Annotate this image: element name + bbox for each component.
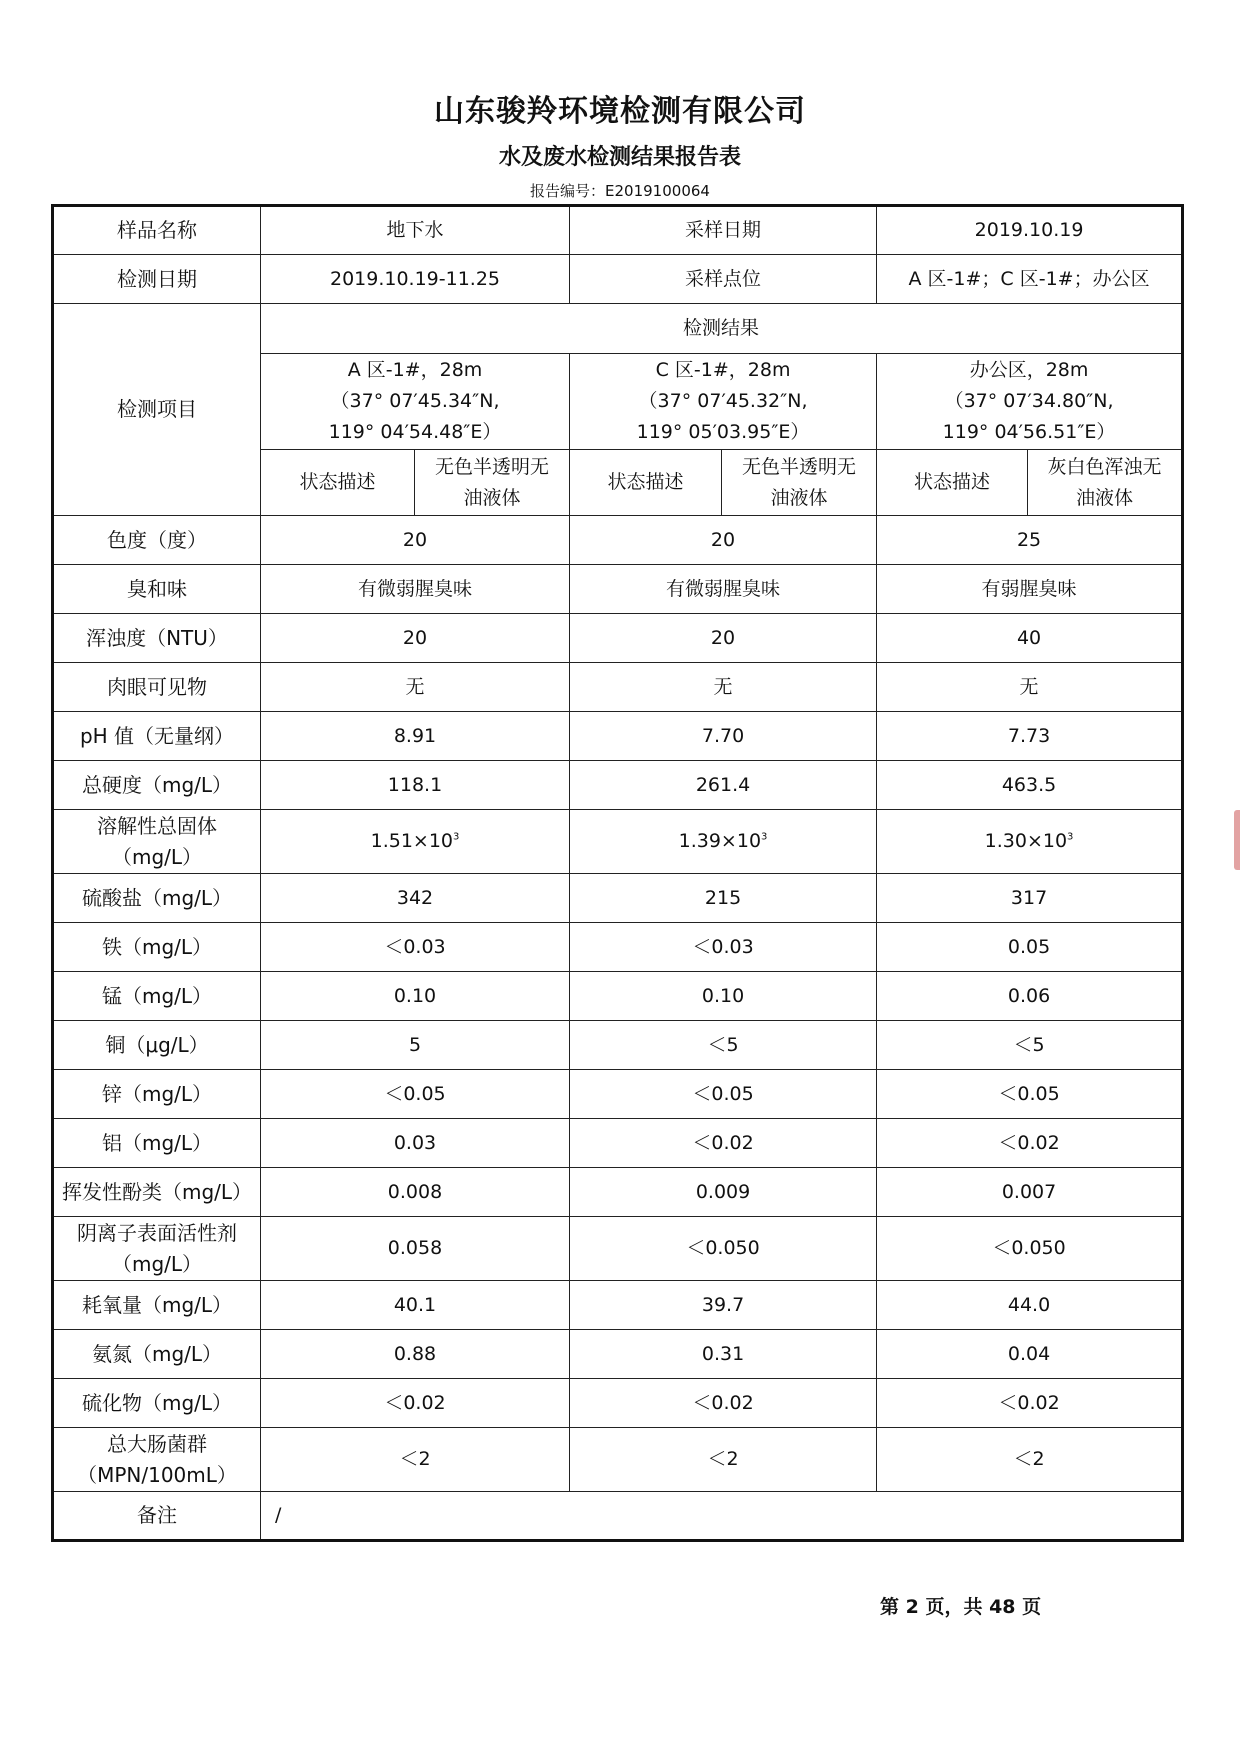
result-row bbox=[53, 1168, 1183, 1217]
result-value: ＜0.03 bbox=[261, 923, 570, 972]
info-row-2 bbox=[53, 255, 1183, 304]
state-line: 灰白色浑浊无 bbox=[1047, 455, 1162, 478]
site-cell bbox=[877, 354, 1183, 450]
test-item-unit: （MPN/100mL） bbox=[77, 1462, 237, 1487]
result-value: 0.007 bbox=[877, 1168, 1183, 1217]
result-value: ＜5 bbox=[570, 1021, 877, 1070]
result-exponent: 3 bbox=[761, 831, 768, 843]
result-value: 0.008 bbox=[261, 1168, 570, 1217]
site-lat: （37° 07′34.80″N, bbox=[944, 390, 1114, 412]
remark-label: 备注 bbox=[53, 1492, 261, 1541]
result-value bbox=[261, 810, 570, 874]
result-value: 40.1 bbox=[261, 1281, 570, 1330]
result-value: 0.05 bbox=[877, 923, 1183, 972]
result-value: 118.1 bbox=[261, 761, 570, 810]
result-value: 7.73 bbox=[877, 712, 1183, 761]
result-value: ＜0.02 bbox=[570, 1119, 877, 1168]
result-row bbox=[53, 1021, 1183, 1070]
state-value bbox=[722, 450, 877, 516]
sample-name-label: 样品名称 bbox=[53, 206, 261, 255]
result-row bbox=[53, 712, 1183, 761]
result-value: 5 bbox=[261, 1021, 570, 1070]
result-value: ＜0.050 bbox=[570, 1217, 877, 1281]
state-line: 油液体 bbox=[1076, 486, 1134, 509]
result-row bbox=[53, 1379, 1183, 1428]
test-item-line: 阴离子表面活性剂 bbox=[77, 1220, 237, 1245]
result-value: 无 bbox=[877, 663, 1183, 712]
result-value: 8.91 bbox=[261, 712, 570, 761]
sampling-date-value: 2019.10.19 bbox=[877, 206, 1183, 255]
result-value: 0.04 bbox=[877, 1330, 1183, 1379]
state-line: 油液体 bbox=[770, 486, 828, 509]
result-row bbox=[53, 1330, 1183, 1379]
result-value: ＜0.02 bbox=[877, 1119, 1183, 1168]
test-item: 色度（度） bbox=[53, 516, 261, 565]
site-lat: （37° 07′45.32″N, bbox=[638, 390, 808, 412]
result-value: 0.03 bbox=[261, 1119, 570, 1168]
test-date-value: 2019.10.19-11.25 bbox=[261, 255, 570, 304]
test-item: 锌（mg/L） bbox=[53, 1070, 261, 1119]
result-value: ＜0.02 bbox=[877, 1379, 1183, 1428]
result-row bbox=[53, 810, 1183, 874]
result-value: 261.4 bbox=[570, 761, 877, 810]
test-item: 硫化物（mg/L） bbox=[53, 1379, 261, 1428]
test-item: 锰（mg/L） bbox=[53, 972, 261, 1021]
results-header-row bbox=[53, 304, 1183, 354]
result-value: 有弱腥臭味 bbox=[877, 565, 1183, 614]
test-item: 硫酸盐（mg/L） bbox=[53, 874, 261, 923]
site-lon: 119° 05′03.95″E） bbox=[636, 421, 810, 443]
sampling-point-label: 采样点位 bbox=[570, 255, 877, 304]
result-value: 39.7 bbox=[570, 1281, 877, 1330]
state-line: 无色半透明无 bbox=[435, 455, 550, 478]
result-value bbox=[570, 810, 877, 874]
result-value: ＜0.05 bbox=[261, 1070, 570, 1119]
result-value bbox=[877, 810, 1183, 874]
state-value bbox=[1028, 450, 1183, 516]
sampling-point-value: A 区-1#；C 区-1#；办公区 bbox=[877, 255, 1183, 304]
company-name: 山东骏羚环境检测有限公司 bbox=[434, 94, 806, 129]
page-number: 第 2 页，共 48 页 bbox=[880, 1596, 1042, 1618]
result-value: 20 bbox=[570, 614, 877, 663]
result-row bbox=[53, 1070, 1183, 1119]
sampling-date-label: 采样日期 bbox=[570, 206, 877, 255]
result-value: 20 bbox=[570, 516, 877, 565]
result-value: ＜0.050 bbox=[877, 1217, 1183, 1281]
result-value: 0.058 bbox=[261, 1217, 570, 1281]
test-item: 挥发性酚类（mg/L） bbox=[53, 1168, 261, 1217]
result-mantissa: 1.39×10 bbox=[678, 830, 762, 852]
test-item: pH 值（无量纲） bbox=[53, 712, 261, 761]
result-exponent: 3 bbox=[1067, 831, 1074, 843]
state-label: 状态描述 bbox=[570, 450, 722, 516]
state-label: 状态描述 bbox=[877, 450, 1028, 516]
result-value: 0.009 bbox=[570, 1168, 877, 1217]
result-row bbox=[53, 1428, 1183, 1492]
test-item bbox=[53, 1217, 261, 1281]
result-exponent: 3 bbox=[453, 831, 460, 843]
result-value: 20 bbox=[261, 516, 570, 565]
site-lon: 119° 04′56.51″E） bbox=[942, 421, 1116, 443]
result-value: ＜2 bbox=[570, 1428, 877, 1492]
result-value: ＜5 bbox=[877, 1021, 1183, 1070]
result-row bbox=[53, 614, 1183, 663]
result-value: 0.06 bbox=[877, 972, 1183, 1021]
test-item: 氨氮（mg/L） bbox=[53, 1330, 261, 1379]
test-item: 铁（mg/L） bbox=[53, 923, 261, 972]
state-label: 状态描述 bbox=[261, 450, 415, 516]
site-cell bbox=[261, 354, 570, 450]
result-row bbox=[53, 1281, 1183, 1330]
edge-stamp-mark bbox=[1234, 810, 1240, 870]
result-value: 20 bbox=[261, 614, 570, 663]
remark-row bbox=[53, 1492, 1183, 1541]
test-item: 铜（μg/L） bbox=[53, 1021, 261, 1070]
site-name: C 区-1#，28m bbox=[655, 359, 791, 381]
state-value bbox=[415, 450, 570, 516]
result-row bbox=[53, 761, 1183, 810]
result-row bbox=[53, 516, 1183, 565]
state-line: 无色半透明无 bbox=[742, 455, 857, 478]
result-value: 有微弱腥臭味 bbox=[261, 565, 570, 614]
report-number: 报告编号：E2019100064 bbox=[530, 182, 710, 200]
result-value: 215 bbox=[570, 874, 877, 923]
result-row bbox=[53, 1119, 1183, 1168]
state-line: 油液体 bbox=[463, 486, 521, 509]
site-name: 办公区，28m bbox=[969, 359, 1089, 381]
test-item-line: 溶解性总固体 bbox=[97, 813, 217, 838]
result-mantissa: 1.51×10 bbox=[370, 830, 454, 852]
result-row bbox=[53, 874, 1183, 923]
remark-value: / bbox=[261, 1492, 1183, 1541]
result-value: ＜2 bbox=[261, 1428, 570, 1492]
result-row bbox=[53, 972, 1183, 1021]
result-row bbox=[53, 1217, 1183, 1281]
result-value: ＜0.02 bbox=[570, 1379, 877, 1428]
test-item: 耗氧量（mg/L） bbox=[53, 1281, 261, 1330]
result-value: 317 bbox=[877, 874, 1183, 923]
result-value: ＜0.05 bbox=[570, 1070, 877, 1119]
result-value: 342 bbox=[261, 874, 570, 923]
result-value: ＜0.02 bbox=[261, 1379, 570, 1428]
test-item: 浑浊度（NTU） bbox=[53, 614, 261, 663]
result-value: 0.31 bbox=[570, 1330, 877, 1379]
test-item: 铝（mg/L） bbox=[53, 1119, 261, 1168]
results-table bbox=[51, 204, 1184, 1542]
result-value: 40 bbox=[877, 614, 1183, 663]
test-item-unit: （mg/L） bbox=[111, 844, 203, 869]
result-value: 0.10 bbox=[570, 972, 877, 1021]
sample-name-value: 地下水 bbox=[261, 206, 570, 255]
result-value: ＜0.03 bbox=[570, 923, 877, 972]
results-header: 检测结果 bbox=[261, 304, 1183, 354]
result-mantissa: 1.30×10 bbox=[984, 830, 1068, 852]
test-item: 总硬度（mg/L） bbox=[53, 761, 261, 810]
site-lat: （37° 07′45.34″N, bbox=[330, 390, 500, 412]
result-value: 44.0 bbox=[877, 1281, 1183, 1330]
info-row-1 bbox=[53, 206, 1183, 255]
test-item-line: 总大肠菌群 bbox=[107, 1431, 207, 1456]
result-value: 7.70 bbox=[570, 712, 877, 761]
document-title: 水及废水检测结果报告表 bbox=[498, 145, 741, 170]
result-value: 有微弱腥臭味 bbox=[570, 565, 877, 614]
test-item: 肉眼可见物 bbox=[53, 663, 261, 712]
site-lon: 119° 04′54.48″E） bbox=[328, 421, 502, 443]
site-cell bbox=[570, 354, 877, 450]
result-value: 0.10 bbox=[261, 972, 570, 1021]
result-value: ＜2 bbox=[877, 1428, 1183, 1492]
result-value: ＜0.05 bbox=[877, 1070, 1183, 1119]
result-value: 无 bbox=[261, 663, 570, 712]
site-name: A 区-1#，28m bbox=[347, 359, 483, 381]
result-row bbox=[53, 923, 1183, 972]
test-item: 臭和味 bbox=[53, 565, 261, 614]
test-date-label: 检测日期 bbox=[53, 255, 261, 304]
result-row bbox=[53, 663, 1183, 712]
result-value: 25 bbox=[877, 516, 1183, 565]
test-item bbox=[53, 1428, 261, 1492]
item-header: 检测项目 bbox=[53, 304, 261, 516]
result-value: 463.5 bbox=[877, 761, 1183, 810]
result-row bbox=[53, 565, 1183, 614]
result-value: 0.88 bbox=[261, 1330, 570, 1379]
test-item-unit: （mg/L） bbox=[111, 1251, 203, 1276]
test-item bbox=[53, 810, 261, 874]
result-value: 无 bbox=[570, 663, 877, 712]
